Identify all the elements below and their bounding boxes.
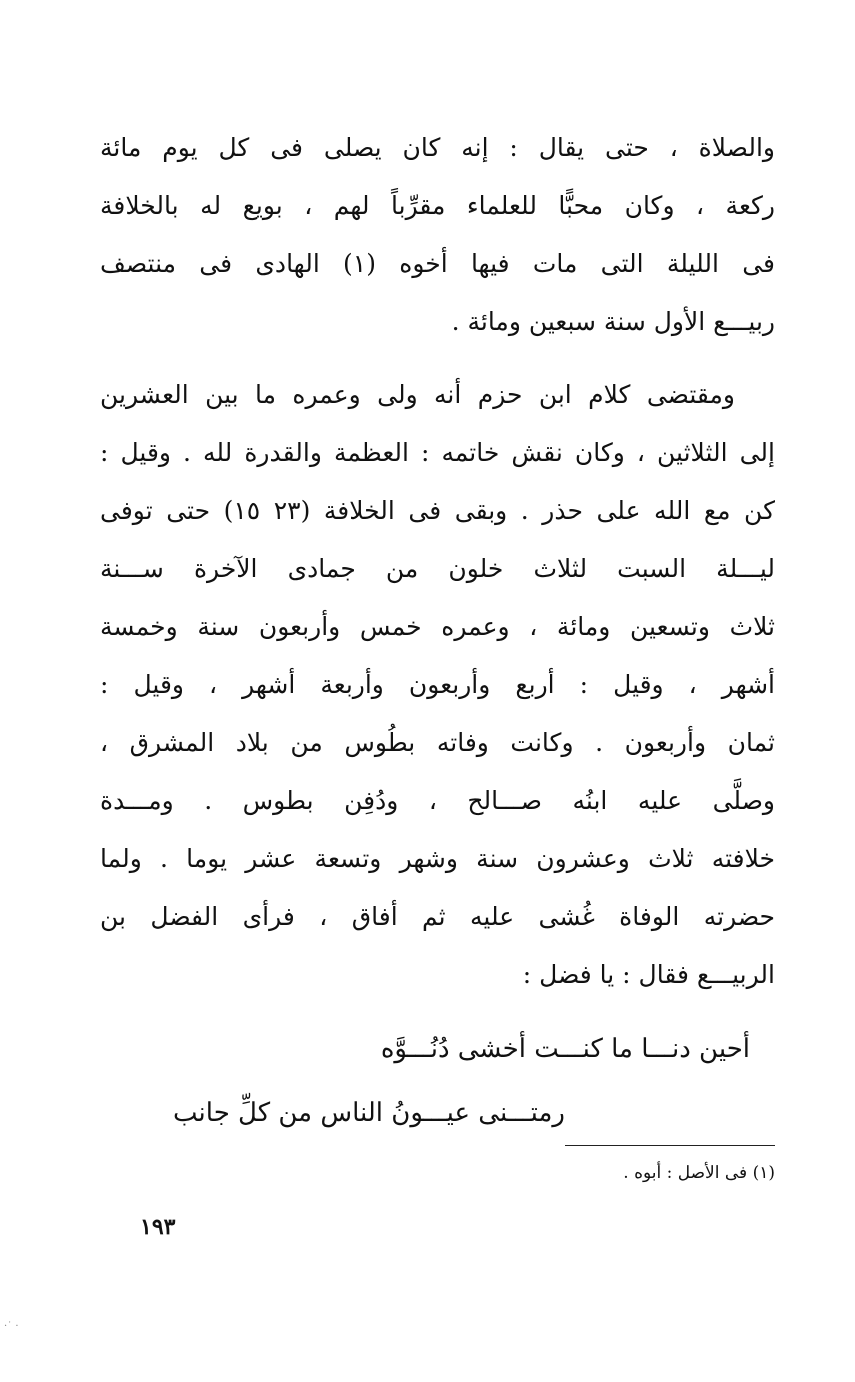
verse-line-1: أحين دنـــا ما كنـــت أخشى دُنُـــوَّه [380, 1034, 750, 1064]
paragraph-2-line: ثمان وأربعون . وكانت وفاته بطُوس من بلاد المشرق ، [100, 728, 775, 757]
paragraph-1-line: ركعة ، وكان محبًّا للعلماء مقرِّباً لهم ، بويع له بالخلافة [100, 191, 775, 220]
paragraph-1 [100, 119, 775, 351]
page-number: ١٩٣ [140, 1214, 176, 1240]
paragraph-2-line: حضرته الوفاة غُشى عليه ثم أفاق ، فرأى الفضل بن [100, 902, 775, 931]
paragraph-1-line: ربيـــع الأول سنة سبعين ومائة . [451, 307, 775, 336]
paragraph-2 [100, 366, 775, 1004]
scan-specks: ·˙ · [4, 1321, 19, 1332]
paragraph-2-line: ليـــلة السبت لثلاث خلون من جمادى الآخرة ســـنة [100, 554, 775, 583]
footnote-divider [565, 1145, 775, 1146]
paragraph-2-line: خلافته ثلاث وعشرون سنة وشهر وتسعة عشر يوما . ولما [100, 844, 775, 873]
paragraph-2-line: كن مع الله على حذر . وبقى فى الخلافة (٢٣ ١٥) حتى توفى [100, 496, 775, 525]
paragraph-2-line: ومقتضى كلام ابن حزم أنه ولى وعمره ما بين العشرين [100, 380, 735, 409]
paragraph-2-line: وصلَّى عليه ابنُه صـــالح ، ودُفِن بطوس . ومـــدة [100, 786, 775, 815]
paragraph-2-line: إلى الثلاثين ، وكان نقش خاتمه : العظمة والقدرة لله . وقيل : [100, 438, 775, 467]
footnote: (١) فى الأصل : أبوه . [623, 1163, 775, 1183]
verse-line-2: رمتـــنى عيـــونُ الناس من كلِّ جانب [173, 1098, 565, 1128]
paragraph-2-line: ثلاث وتسعين ومائة ، وعمره خمس وأربعون سنة وخمسة [100, 612, 775, 641]
paragraph-2-line: أشهر ، وقيل : أربع وأربعون وأربعة أشهر ، وقيل : [100, 670, 775, 699]
paragraph-1-line: والصلاة ، حتى يقال : إنه كان يصلى فى كل يوم مائة [100, 133, 775, 162]
paragraph-1-line: فى الليلة التى مات فيها أخوه (١) الهادى فى منتصف [100, 249, 775, 278]
paragraph-2-line: الربيـــع فقال : يا فضل : [522, 960, 775, 989]
